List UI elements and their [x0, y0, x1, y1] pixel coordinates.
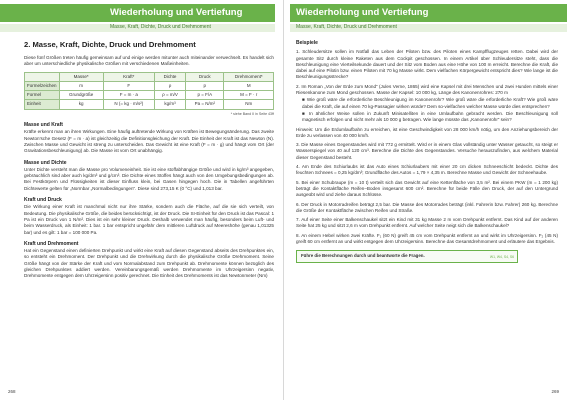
left-banner-title: Wiederholung und Vertiefung [110, 7, 243, 18]
exercise-number: 3. [296, 142, 300, 148]
block-heading-mass-force: Masse und Kraft [24, 122, 63, 129]
exercise-number: 6. [296, 201, 300, 207]
block-text-force-pressure: Die Wirkung einer Kraft ist manchmal nicht nur ihre Stärke, sondern auch die Fläche, auf die sie sich verteilt, von Bedeutung. Die physikalische Größe, die beides berücksichtigt, ist der Druck. Die SI-Einheit für den Druck ist das Pascal: 1 Pa ist ein Druck von 1 N/m². Dies ist ein sehr kleiner Druck. Deshalb verwendet man häufig, besonders beim Luft- und beim Wasserdruck, als Einheit: 1 bar. 1 bar entspricht ungefähr dem mittleren Luftdruck auf Meereshöhe (genau 1,01325 bar) und es gilt: 1 bar = 100 000 Pa. [24, 204, 274, 235]
exercise-number: 4. [296, 164, 300, 170]
right-page [284, 0, 567, 400]
competency-tag: W1, W4, S4, S6 [489, 255, 514, 260]
table-header-cell: Dichte [154, 72, 185, 81]
exercise-text: Bei einer Schubraupe (m = 10 t) verteilt sich das Gewicht auf eine Kettenfläche von 3,5 m². Bei einem PKW (m = 1 200 kg) beträgt die Kontaktfläche Reifen–Boden insgesamt 600 cm². Berechne für beide Fälle den Druck, der auf den Untergrund ausgeübt wird und ziehe daraus Schlüsse. [296, 179, 558, 198]
table-cell: Pa = N/m² [186, 100, 224, 109]
right-content [296, 40, 558, 263]
exercise-text: Die Masse eines Gegenstandes wird mit 772 g ermittelt. Wird er in einem Glas vollständig unter Wasser getaucht, so steigt er Wasserspiegel von 40 auf 120 cm³. Berechne die Dichte des Gegenstandes. Versuche herauszufinden, aus welchem Material dieser Gegenstand besteht. [296, 142, 559, 160]
exercise-number: 7. [296, 217, 300, 223]
exercise-subitem: ■ Wie groß wäre die erforderliche Beschleunigung im Kanonenrohr? Wie groß wäre die erforderliche Kraft? Wie groß wäre dabei die Kraft, die auf einen 70 kg-Passagier wirken würde? Dem so-vielfachen welcher Masse würde dies entsprechen? [302, 97, 558, 109]
right-chapter-banner [290, 4, 567, 22]
left-subtitle-bar [0, 24, 275, 32]
exercise-number: 2. [296, 83, 300, 89]
table-header-cell: Drehmoment* [224, 72, 274, 81]
table-cell: M [224, 81, 274, 90]
table-header-cell: Druck [186, 72, 224, 81]
exercise-item [296, 84, 558, 124]
table-cell: kg/m³ [154, 100, 185, 109]
exercise-number: 8. [296, 232, 300, 238]
block-heading-mass-density: Masse und Dichte [24, 159, 67, 166]
table-header-cell: Masse* [59, 72, 103, 81]
table-cell: F [103, 81, 154, 90]
table-cell: N (= kg · m/s²) [103, 100, 154, 109]
intro-paragraph: Diese fünf Größen treten häufig gemeinsam auf und einige werden mitunter auch miteinander verwechselt. Es handelt sich aber um unterschiedliche physikalische Größen mit verschiedenen Maßeinheiten. [24, 55, 274, 67]
right-subtitle-bar [290, 24, 567, 32]
table-cell: ρ [154, 81, 185, 90]
exercise-item [296, 202, 558, 215]
table-cell: kg [59, 100, 103, 109]
table-row [25, 100, 274, 109]
right-banner-title: Wiederholung und Vertiefung [296, 7, 429, 18]
table-header-cell: Kraft* [103, 72, 154, 81]
table-cell: ρ = m/V [154, 91, 185, 100]
exercise-item [296, 217, 558, 230]
left-page [0, 0, 283, 400]
table-cell: Formelzeichen [25, 81, 60, 90]
exercise-item [296, 142, 558, 161]
table-cell: p = F/A [186, 91, 224, 100]
table-cell: m [59, 81, 103, 90]
left-content [24, 40, 274, 281]
exercise-text: Der Druck in Motorradreifen beträgt 2,5 bar. Die Masse des Motorrades beträgt (inkl. Fahrerin bzw. Fahrer) 260 kg. Berechne die Größe der Kontaktfläche zwischen Reifen und Straße. [296, 201, 559, 213]
table-cell: Einheit [25, 100, 60, 109]
exercise-number: 1. [296, 49, 300, 55]
left-subtitle: Masse, Kraft, Dichte, Druck und Drehmoment [110, 24, 211, 30]
exercise-item [296, 49, 558, 80]
exercise-text: Am Ende des Schiurlaubs ist das Auto eines Schiurlaubers mit einer 20 cm dicken Schneeschicht bedeckt. Dichte des feuchten Schnees = 0,25 kg/dm³; Grundfläche des Autos = 1,79 × 4,35 m. Berechne Masse und Gewicht der Schneehaube. [296, 164, 559, 176]
block-text-mass-force: Kräfte erkennt man an ihren Wirkungen. Eine häufig auftretende Wirkung von Kräften ist Bewegungsänderung. Das zweite Newton'sche Gesetz (F = m · a) ist gleichzeitig die Definitionsgleichung der Kraft. Die Einheit der Kraft ist das Newton (N). Zwischen Masse und Gewicht ist streng zu unterscheiden. Das Gewicht ist eine Kraft (F = m · g) und hängt vom Ort (der Gravitationsbeschleunigung) ab. Die Masse ist vom Ort unabhängig. [24, 129, 274, 154]
task-instruction-box [296, 250, 518, 262]
exercise-text: Schleudersitze sollen im Notfall das Leben der Piloten bzw. des Piloten eines Kampfflugzeuges retten. Dabei wird der gesamte Sitz durch kleine Raketen aus dem Cockpit geschossen. In einem Artikel über Schleudersitze steht, dass die Beschleunigung eine Vierteilsekunde dauert und der Sitz vom Boden aus eine Höhe von 100 m erreicht. Berechne die Kraft, die dabei auf eine Pilotin bzw. einen Piloten mit 70 kg Masse wirkt. Dem vielfachen Körpergewicht entspricht dies? Wie lange ist die Beschleunigungsstrecke? [296, 49, 559, 80]
exercise-text: Im Roman „Von der Erde zum Mond“ (Jules Verne, 1865) wird eine Kapsel mit drei Menschen und zwei Hunden mittels einer Riesenkanone zum Mond geschossen. Masse der Kapsel: 10 000 kg, Länge des Kanonenrohres: 270 m [296, 83, 559, 96]
examples-heading: Beispiele [296, 40, 318, 46]
right-subtitle: Masse, Kraft, Dichte, Druck und Drehmoment [296, 24, 397, 30]
exercise-hint [296, 127, 558, 140]
page-number-right: 269 [551, 389, 559, 394]
table-cell: p [186, 81, 224, 90]
exercise-item [296, 233, 558, 246]
block-heading-force-pressure: Kraft und Druck [24, 197, 62, 204]
table-cell: Grundgröße [59, 91, 103, 100]
table-header-row [25, 72, 274, 81]
quantities-table [24, 72, 274, 110]
table-row [25, 91, 274, 100]
block-text-force-torque: Hat ein Gegenstand einen definierten Drehpunkt und wirkt eine Kraft auf diesen Gegenstand abseits des Drehpunktes ein, so entsteht ein Drehmoment. Der Drehpunkt und die Drehwirkung durch die physikalische Größe Drehmoment. Seine Größe hängt von der Stärke der Kraft und vom Normalabstand zum Drehpunkt ab. Drehmomente können bezüglich des gleichen Drehpunktes addiert werden. Vereinbarungsgemäß werden Drehmomente im Uhrzeigersinn negativ, Drehmomente entgegen dem Uhrzeigersinn positiv gerechnet. Die Einheit des Drehmoments ist das Newtonmeter (Nm) [24, 248, 274, 279]
left-chapter-banner [0, 4, 275, 22]
block-text-mass-density: Unter Dichte versteht man die Masse pro Volumeneinheit. Sie ist eine stoffabhängige Größe und wird in kg/m³ angegeben, gebräuchlich sind aber auch kg/dm³ und g/cm³. Die Dichte eines Stoffes hängt auch von den Umgebungsbedingungen ab. Bei Festkörpern und Flüssigkeiten ist dieser Einfluss klein, bei Gasen hingegen hoch. Die in Tabellen angeführten Dichtewerte gelten für „Normbar „Normalbedingungen“. Diese sind 273,15 K (0 °C) und 1,013 bar. [24, 166, 274, 191]
exercise-number: 5. [296, 179, 300, 185]
block-heading-force-torque: Kraft und Drehmoment [24, 240, 79, 247]
task-instruction-text: Führe die Berechnungen durch und beantworte die Fragen. [301, 253, 425, 259]
table-footnote: * siehe Band II in Seite 43ff [230, 111, 274, 116]
table-row [25, 81, 274, 90]
section-title: 2. Masse, Kraft, Dichte, Druck und Drehmoment [24, 40, 196, 49]
exercise-item [296, 180, 558, 199]
table-cell: M = F · r [224, 91, 274, 100]
exercise-subitem: ■ In ähnlicher Weise sollen in Zukunft Minisatelliten in eine Umlaufbahn gebracht werden. Die Beschleunigung soll magnetisch erfolgen und nicht mehr als 10 000 g betragen. Wie lange müsste das „Kanonenrohr“ sein? [302, 110, 558, 123]
exercise-item [296, 164, 558, 177]
table-cell: Nm [224, 100, 274, 109]
table-cell: Formel [25, 91, 60, 100]
table-header-cell [25, 72, 60, 81]
page-number-left: 268 [8, 389, 16, 394]
table-cell: F = m · a [103, 91, 154, 100]
exercise-text: An einem Hebel wirken zwei Kräfte. F₁ (60 N) greift 45 cm vom Drehpunkt entfernt an und wirkt im Uhrzeigersinn. F₂ (45 N) greift 60 cm entfernt an und wirkt entgegen dem Uhrzeigersinn. Berechne das Gesamtdrehmoment und erläutere das Ergebnis. [296, 232, 559, 245]
exercise-text: Auf einer Seite einer Balkenschaukel sitzt ein Kind mit 31 kg Masse 2 m vom Drehpunkt entfernt. Das Kind auf der anderen Seite hat 25 kg und sitzt 2,6 m vom Drehpunkt entfernt. Auf welcher Seite neigt sich die Balkenschaukel? [296, 217, 558, 229]
exercise-hint-text: Hinweis: Um die Erdumlaufbahn zu erreichen, ist eine Geschwindigkeit von 28 000 km/h nötig, um den Anziehungsbereich der Erde zu verlassen von 40 000 km/h. [296, 126, 558, 138]
